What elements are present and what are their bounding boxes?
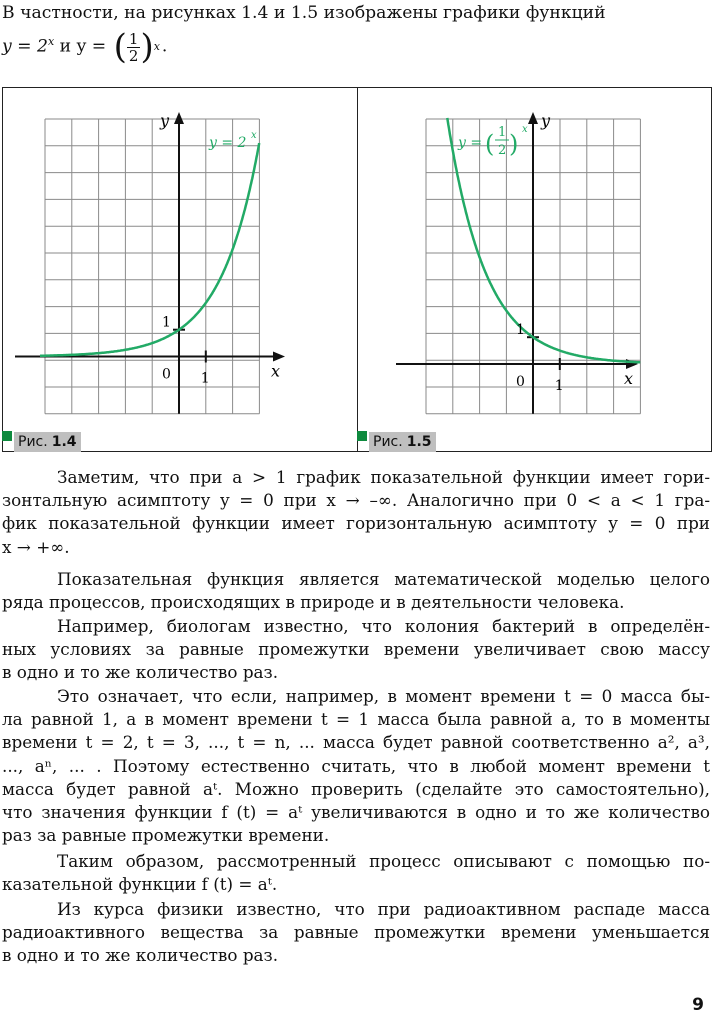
caption-fig-1-5 xyxy=(357,431,436,453)
figure-1-4-curve xyxy=(40,143,259,356)
figure-1-5-function-label-text: y = xyxy=(458,135,483,151)
intro-tail: . xyxy=(161,36,168,57)
text-line: в одно и то же количество раз. xyxy=(2,945,279,966)
text-line: Например, биологам известно, что колония бактерий в определён- xyxy=(57,616,710,636)
caption-marker xyxy=(357,431,367,441)
intro-frac-exp: x xyxy=(153,40,160,53)
text-line: масса будет равной aᵗ. Можно проверить (сделайте это самостоятельно), xyxy=(2,778,710,799)
text-line: что значения функции f (t) = aᵗ увеличиваются в одно и то же количество xyxy=(2,802,710,823)
text-line: ряда процессов, происходящих в природе и в деятельности человека. xyxy=(2,592,625,613)
paragraph-physics xyxy=(2,898,710,968)
text-line: раз за равные промежутки времени. xyxy=(2,825,330,846)
figure-1-5-origin: 0 xyxy=(516,374,525,390)
intro-and: и y = xyxy=(54,36,112,57)
figure-1-4-x-label: x xyxy=(271,361,281,381)
caption-pill xyxy=(369,432,436,452)
text-line: x → +∞. xyxy=(2,536,70,557)
paragraph-conclusion xyxy=(2,850,710,896)
figure-1-5-tick-x-label: 1 xyxy=(554,378,564,394)
intro-exp: x xyxy=(47,34,55,48)
figure-1-4-function-label-text: y = 2 xyxy=(209,135,247,151)
figure-1-5-function-label xyxy=(457,124,528,158)
figure-1-5 xyxy=(357,87,712,452)
text-line: Таким образом, рассмотренный процесс описывают с помощью по- xyxy=(57,851,710,871)
figure-1-4-function-label-exp: x xyxy=(251,130,257,141)
text-line: радиоактивного вещества за равные промежутки времени уменьшается xyxy=(2,922,710,943)
figure-1-5-function-label-num: 1 xyxy=(498,125,507,140)
paragraph-model xyxy=(2,568,710,614)
text-line: Показательная функция является математической моделью целого xyxy=(57,569,710,589)
caption-fig-1-4 xyxy=(2,431,81,453)
caption-marker xyxy=(2,431,12,441)
text-line: Это означает, что если, например, в момент времени t = 0 масса бы- xyxy=(57,686,710,706)
figure-1-4 xyxy=(2,87,358,452)
figure-1-5-y-arrow xyxy=(528,112,538,124)
text-line: зонтальную асимптоту y = 0 при x → –∞. Аналогично при 0 < a < 1 гра- xyxy=(2,490,710,511)
intro-frac-num: 1 xyxy=(128,29,139,48)
caption-number: 1.5 xyxy=(406,434,432,450)
figure-1-5-tick-y-label: 1 xyxy=(516,322,525,339)
figure-1-5-function-label-den: 2 xyxy=(498,143,507,158)
figure-1-5-x-label: x xyxy=(624,369,634,388)
caption-pill xyxy=(14,432,81,452)
paragraph-mass xyxy=(2,685,710,847)
figure-1-4-origin: 0 xyxy=(162,366,171,383)
caption-number: 1.4 xyxy=(51,434,77,450)
paragraph-asymptote xyxy=(2,466,710,559)
caption-word: Рис. xyxy=(18,434,48,450)
intro-frac-den: 2 xyxy=(128,46,139,65)
intro-fraction: ( $\frac{1}{2}$ ) x xyxy=(113,27,160,67)
text-line: Из курса физики известно, что при радиоактивном распаде масса xyxy=(57,899,710,919)
page-number: 9 xyxy=(692,995,704,1015)
intro-line-2 xyxy=(2,27,168,67)
caption-word: Рис. xyxy=(373,434,403,450)
figure-1-5-y-label: y xyxy=(541,111,551,130)
figure-1-4-tick-y-label: 1 xyxy=(162,314,171,331)
figure-1-5-curve xyxy=(447,118,640,362)
figure-1-5-function-label-lparen: ( xyxy=(485,130,495,158)
figure-1-5-function-label-rparen: ) xyxy=(509,130,519,158)
text-line: ..., aⁿ, ... . Поэтому естественно считать, что в любой момент времени t xyxy=(2,755,710,776)
text-line: ла равной 1, а в момент времени t = 1 масса была равной a, то в моменты xyxy=(2,709,710,730)
figure-1-4-tick-x-label: 1 xyxy=(200,370,210,387)
text-line: Заметим, что при a > 1 график показательной функции имеет гори- xyxy=(57,467,710,487)
intro-line-1: В частности, на рисунках 1.4 и 1.5 изображены графики функций xyxy=(2,3,606,23)
figure-1-5-function-label-exp: x xyxy=(522,124,528,135)
intro-y-eq: y = 2 xyxy=(2,36,48,57)
text-line: ных условиях за равные промежутки времени увеличивает свою массу xyxy=(2,639,710,660)
figure-1-5-plot xyxy=(358,88,711,451)
figure-1-4-y-arrow xyxy=(174,112,184,124)
paragraph-bacteria xyxy=(2,615,710,685)
figure-1-4-grid xyxy=(45,119,259,414)
text-line: казательной функции f (t) = aᵗ. xyxy=(2,874,278,895)
figure-1-4-x-arrow xyxy=(273,352,285,362)
text-line: в одно и то же количество раз. xyxy=(2,662,279,683)
text-line: фик показательной функции имеет горизонтальную асимптоту y = 0 при xyxy=(2,513,710,534)
figure-1-4-plot xyxy=(3,88,357,451)
text-line: времени t = 2, t = 3, ..., t = n, ... масса будет равной соответственно a², a³, xyxy=(2,732,710,753)
figure-1-4-y-label: y xyxy=(160,111,170,130)
